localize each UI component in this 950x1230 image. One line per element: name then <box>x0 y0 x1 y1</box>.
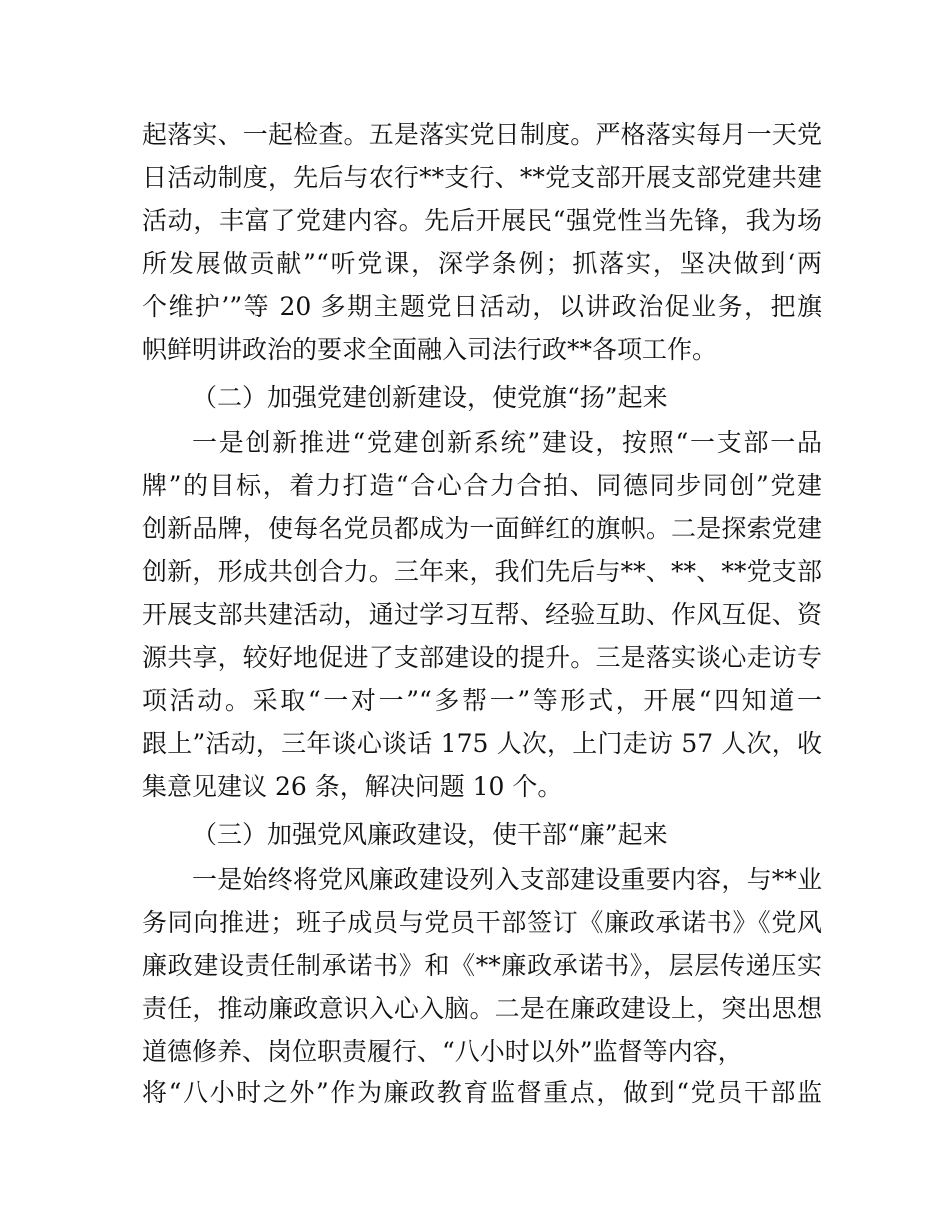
paragraph-line: 开展支部共建活动，通过学习互帮、经验互助、作风互促、资 <box>142 600 822 629</box>
paragraph-line: 廉政建设责任制承诺书》和《**廉政承诺书》，层层传递压实 <box>142 951 822 980</box>
paragraph-line: 一是创新推进“党建创新系统”建设，按照“一支部一品 <box>192 428 822 457</box>
section-heading-2: （二）加强党建创新建设，使党旗“扬”起来 <box>192 383 668 412</box>
paragraph-line: 日活动制度，先后与农行**支行、**党支部开展支部党建共建 <box>142 163 822 192</box>
paragraph-line: 项活动。采取“一对一”“多帮一”等形式，开展“四知道一 <box>142 686 822 715</box>
paragraph-line: 将“八小时之外”作为廉政教育监督重点，做到“党员干部监 <box>142 1078 822 1107</box>
paragraph-line: 一是始终将党风廉政建设列入支部建设重要内容，与**业 <box>192 865 822 894</box>
paragraph-line: 责任，推动廉政意识入心入脑。二是在廉政建设上，突出思想 <box>142 994 822 1023</box>
paragraph-line: 集意见建议 26 条，解决问题 10 个。 <box>142 772 563 801</box>
section-heading-3: （三）加强党风廉政建设，使干部“廉”起来 <box>192 820 668 849</box>
paragraph-line: 务同向推进；班子成员与党员干部签订《廉政承诺书》《党风 <box>142 908 822 937</box>
paragraph-line: 帜鲜明讲政治的要求全面融入司法行政**各项工作。 <box>142 335 718 364</box>
paragraph-line: 跟上”活动，三年谈心谈话 175 人次，上门走访 57 人次，收 <box>142 729 822 758</box>
paragraph-line: 个维护’”等 20 多期主题党日活动，以讲政治促业务，把旗 <box>142 292 822 321</box>
paragraph-line: 牌”的目标，着力打造“合心合力合拍、同德同步同创”党建 <box>142 471 822 500</box>
paragraph-line: 源共享，较好地促进了支部建设的提升。三是落实谈心走访专 <box>142 643 822 672</box>
paragraph-line: 道德修养、岗位职责履行、“八小时以外”监督等内容， <box>142 1037 743 1066</box>
paragraph-line: 活动，丰富了党建内容。先后开展民“强党性当先锋，我为场 <box>142 206 822 235</box>
paragraph-line: 起落实、一起检查。五是落实党日制度。严格落实每月一天党 <box>142 120 822 149</box>
paragraph-line: 创新，形成共创合力。三年来，我们先后与**、**、**党支部 <box>142 557 822 586</box>
paragraph-line: 所发展做贡献”“听党课，深学条例；抓落实，坚决做到‘两 <box>142 249 822 278</box>
paragraph-line: 创新品牌，使每名党员都成为一面鲜红的旗帜。二是探索党建 <box>142 514 822 543</box>
